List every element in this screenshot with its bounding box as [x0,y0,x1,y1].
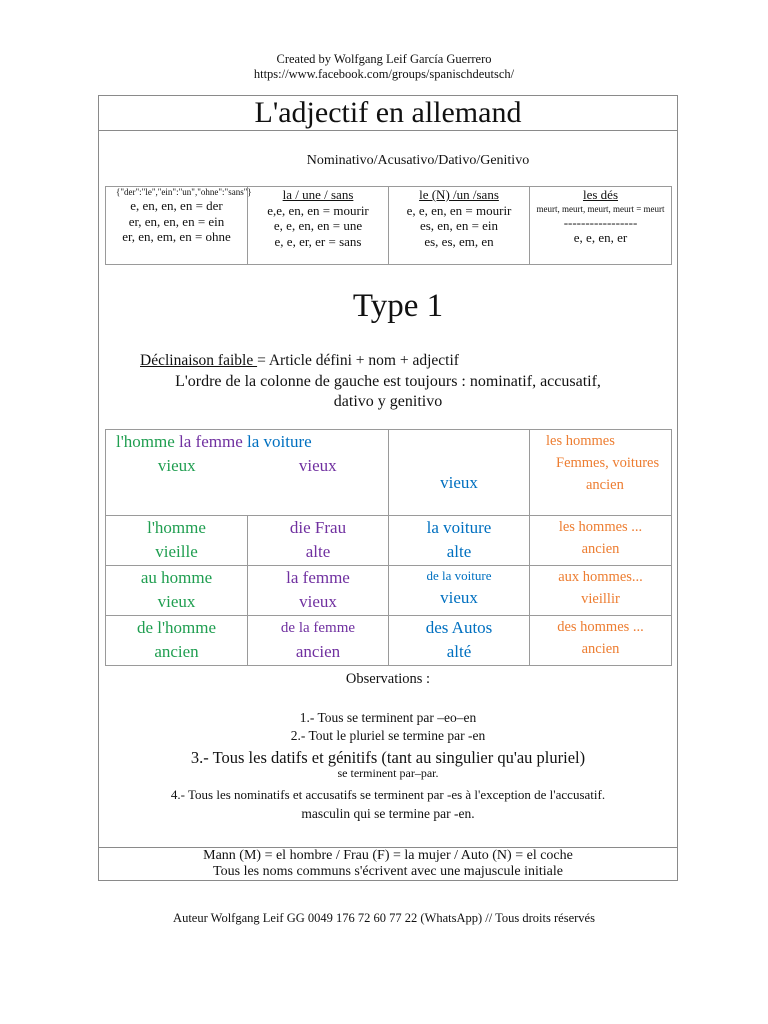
observation-1: 1.- Tous se terminent par –eo–en [299,710,477,725]
endings-line: e, e, en, er [573,230,628,245]
order-note [98,372,678,412]
examples-cell [106,430,389,516]
page-title: L'adjectif en allemand [254,96,522,129]
example-word: vieux [440,588,478,607]
example-word: de la voiture [426,568,492,583]
examples-cell [530,516,672,566]
gender-note: Mann (M) = el hombre / Frau (F) = la mujer / Auto (N) = el coche [203,848,573,863]
example-word: ancien [154,642,199,661]
endings-line: e,e, en, en = mourir [267,202,369,218]
observation-4: 4.- Tous les nominatifs et accusatifs se terminent par -es à l'exception de l'accusatif. [170,787,606,802]
endings-line: es, en, en = ein [419,218,499,233]
endings-col-der [106,187,252,265]
examples-cell [530,616,672,666]
type-heading: Type 1 [352,288,444,324]
endings-header-le: le (N) /un /sans [419,187,499,202]
example-word: la voiture [247,432,312,451]
endings-line: ----------------- [563,214,638,230]
example-word: alte [446,542,472,561]
endings-line: e, e, en, en = mourir [406,202,512,218]
examples-cell [389,430,530,516]
order-note-line1: L'ordre de la colonne de gauche est toujours : nominatif, accusatif, [175,373,601,390]
author-footer: Auteur Wolfgang Leif GG 0049 176 72 60 77 22 (WhatsApp) // Tous droits réservés [173,911,595,925]
examples-cell [389,616,530,666]
observation-3: 3.- Tous les datifs et génitifs (tant au singulier qu'au pluriel) [190,748,586,767]
observation-4-continued: masculin qui se termine par -en. [301,806,475,821]
example-word: ancien [581,641,620,657]
endings-line: es, es, em, en [424,233,494,249]
credit-url-line: https://www.facebook.com/groups/spanischdeutsch/ [253,67,515,81]
example-word: de l'homme [136,618,217,637]
example-word: alte [305,542,331,561]
declension-line [140,352,459,370]
endings-header-der: {"der":"le","ein":"un","ohne":"sans"} [116,187,252,197]
order-note-line2: dativo y genitivo [333,393,443,410]
examples-cell [389,516,530,566]
examples-cell [389,566,530,616]
cases-heading: Nominativo/Acusativo/Dativo/Genitivo [306,153,530,168]
example-word: ancien [586,477,624,493]
table-row [106,616,672,666]
examples-cell [248,516,389,566]
examples-cell [530,430,672,516]
example-word: vieux [299,592,337,611]
example-word: des Autos [425,618,493,637]
example-word: ancien [295,642,341,661]
example-word: vieillir [581,591,620,607]
examples-table [105,429,672,666]
example-word: ancien [581,541,620,557]
endings-line: e, e, er, er = sans [274,233,362,249]
endings-col-le [389,187,530,265]
endings-table [105,186,672,265]
endings-line: er, en, em, en = ohne [122,229,231,244]
example-word: de la femme [280,620,356,636]
endings-header-les: les dés [582,187,619,202]
title-divider [98,130,678,131]
example-word: die Frau [289,518,347,537]
endings-col-les [530,187,672,265]
observations-title: Observations : [345,671,431,687]
endings-line: e, e, en, en = une [273,218,363,233]
observation-3-continued: se terminent par–par. [337,766,439,780]
endings-line: er, en, en, en = ein [128,213,225,229]
example-word: les hommes [546,433,615,449]
table-row [106,566,672,616]
capitalization-note: Tous les noms communs s'écrivent avec une majuscule initiale [213,864,563,879]
example-word: la femme [179,432,247,451]
endings-header-la: la / une / sans [282,187,354,202]
credit-author-line: Created by Wolfgang Leif García Guerrero [276,52,492,66]
examples-cell [106,616,248,666]
examples-cell [106,566,248,616]
declension-label: Déclinaison faible [140,352,258,369]
declension-formula: = Article défini + nom + adjectif [257,352,459,369]
table-row [106,516,672,566]
example-word: l'homme [116,432,180,451]
example-word: la voiture [426,518,492,537]
examples-cell [530,566,672,616]
endings-line: meurt, meurt, meurt, meurt = meurt [536,203,665,214]
example-word: au homme [140,568,213,587]
example-word: des hommes ... [557,619,644,635]
examples-cell [248,566,389,616]
examples-cell [106,516,248,566]
endings-col-la [248,187,389,265]
example-word: alté [446,642,472,661]
example-word: les hommes ... [558,519,643,535]
example-word: Femmes, voitures [556,455,660,471]
example-word: vieille [155,542,198,561]
examples-cell [248,616,389,666]
example-word: vieux [298,456,337,475]
endings-line: e, en, en, en = der [130,198,223,213]
example-word: aux hommes... [558,569,643,585]
example-word: la femme [286,568,350,587]
example-word: l'homme [147,518,206,537]
observation-2: 2.- Tout le pluriel se termine par -en [290,728,486,743]
example-word: vieux [157,456,196,475]
example-word: vieux [440,472,478,492]
table-row [106,430,672,516]
example-word: vieux [157,592,196,611]
